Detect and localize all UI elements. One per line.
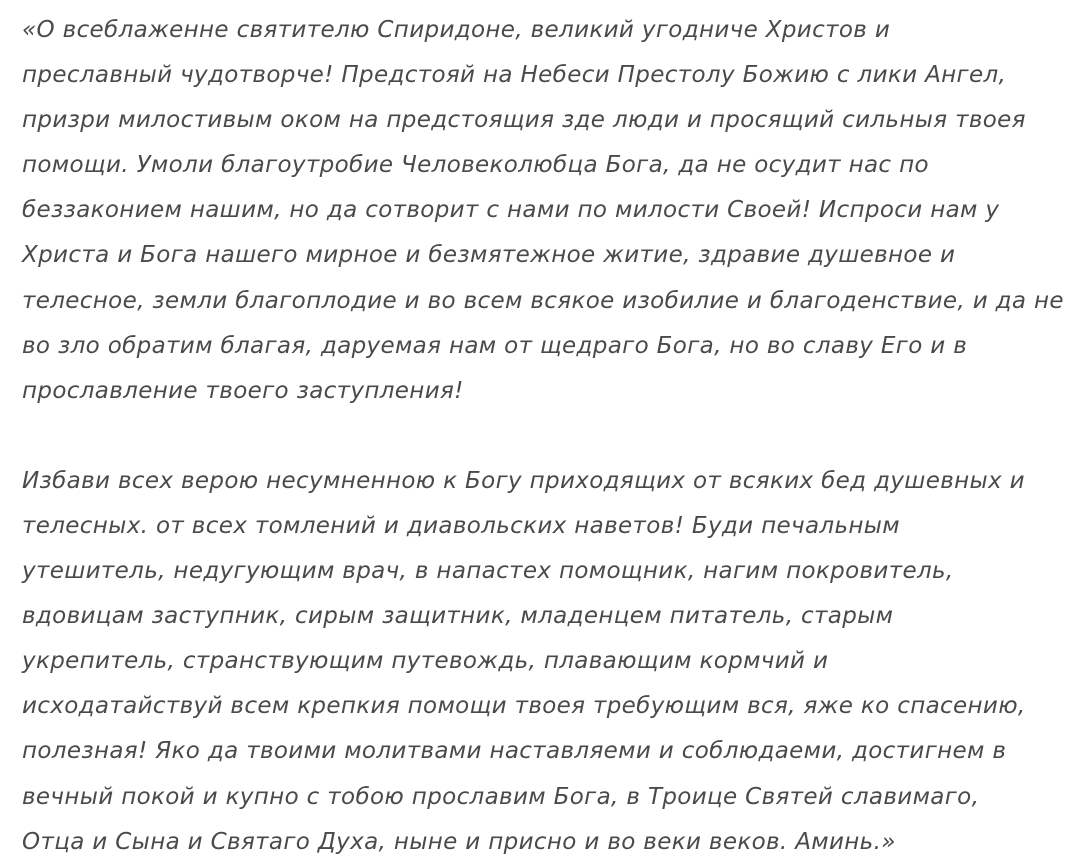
text-line: полезная! Яко да твоими молитвами наставляеми и соблюдаеми, достигнем в [22,738,1007,765]
text-line: призри милостивым оком на предстоящия зде люди и просящий сильныя твоея [22,107,1026,134]
text-line: вдовицам заступник, сирым защитник, младенцем питатель, старым [22,603,894,630]
text-line: Отца и Сына и Святаго Духа, ныне и присно и во веки веков. Аминь.» [22,828,896,855]
text-line: во зло обратим благая, даруемая нам от щедраго Бога, но во славу Его и в [22,332,968,359]
text-line: преславный чудотворче! Предстояй на Небеси Престолу Божию с лики Ангел, [22,62,1007,89]
text-line: беззаконием нашим, но да сотворит с нами по милости Своей! Испроси нам у [22,197,1000,224]
paragraph-1 [22,8,1064,414]
text-line: укрепитель, странствующим путевождь, плавающим кормчий и [22,648,829,675]
text-line: утешитель, недугующим врач, в напастех помощник, нагим покровитель, [22,558,954,585]
text-line: «О всеблаженне святителю Спиридоне, великий угодниче Христов и [22,17,891,43]
text-line: прославление твоего заступления! [22,377,464,404]
text-line: Христа и Бога нашего мирное и безмятежное житие, здравие душевное и [22,242,956,269]
text-line: Избави всех верою несумненною к Богу приходящих от всяких бед душевных и [22,467,1025,494]
paragraph-2 [22,459,1052,865]
text-line: исходатайствуй всем крепкия помощи твоея требующим вся, яже ко спасению, [22,693,1026,720]
text-line: вечный покой и купно с тобою прославим Бога, в Троице Святей славимаго, [22,783,980,810]
text-line: телесное, земли благоплодие и во всем всякое изобилие и благоденствие, и да не [22,287,1064,314]
text-line: помощи. Умоли благоутробие Человеколюбца Бога, да не осудит нас по [22,152,929,179]
text-line: телесных. от всех томлений и диавольских наветов! Буди печальным [22,512,900,539]
